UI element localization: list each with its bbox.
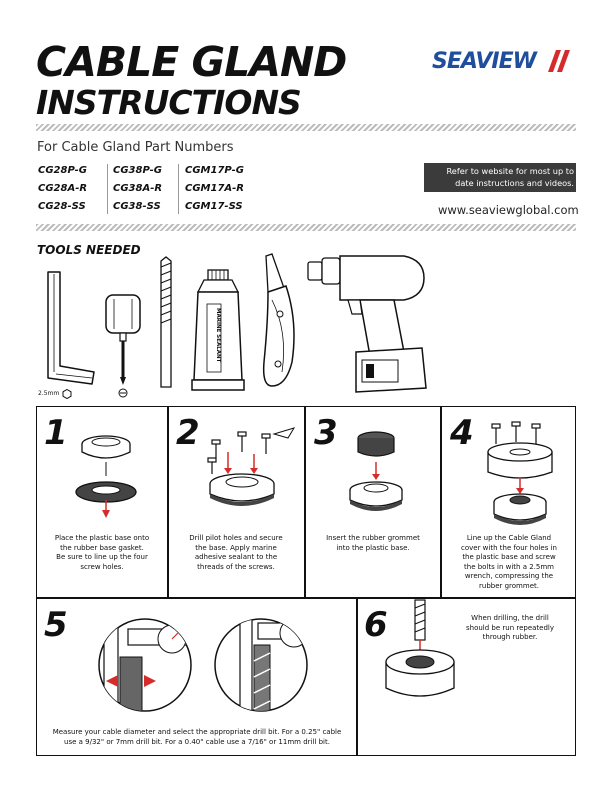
brand-logo: SEAVIEW xyxy=(432,49,536,74)
grid-line xyxy=(440,406,442,598)
column-divider xyxy=(178,164,179,214)
caption-line: into the plastic base. xyxy=(336,543,410,552)
step-4-illustration xyxy=(482,422,562,530)
step-2-caption xyxy=(172,534,300,572)
refer-line-2: date instructions and videos. xyxy=(455,178,574,188)
caption-line: Measure your cable diameter and select the appropriate drill bit. For a 0.25" cable xyxy=(52,728,342,736)
refer-line-1: Refer to website for most up to xyxy=(446,166,574,176)
caliper-measure-illustration xyxy=(98,605,192,721)
drill-bit-icon xyxy=(156,257,176,393)
divider-stripe xyxy=(36,224,576,231)
caption-line: the base. Apply marine xyxy=(195,543,277,552)
step-2-illustration xyxy=(198,424,298,514)
step-4-caption xyxy=(444,534,574,591)
step-1-caption xyxy=(40,534,164,572)
step-number: 4 xyxy=(450,413,474,453)
caption-line: Line up the Cable Gland xyxy=(466,534,552,542)
step-number: 3 xyxy=(314,413,338,453)
step-number: 1 xyxy=(44,413,68,453)
part-number: CG28A-R xyxy=(38,183,88,194)
caption-line: the bolts in with a 2.5mm xyxy=(464,562,554,571)
hex-key-icon xyxy=(40,268,100,388)
caption-line: use a 9/32" or 7mm drill bit. For a 0.40" cable use a 7/16" or 11mm drill bit. xyxy=(64,737,330,746)
step-3-illustration xyxy=(344,428,416,518)
step-3-caption xyxy=(308,534,438,553)
caption-line: the plastic base and screw xyxy=(462,553,556,561)
page-title-line1: CABLE GLAND xyxy=(36,38,347,86)
part-number: CG28P-G xyxy=(38,165,87,176)
caption-line: Place the plastic base onto xyxy=(54,534,150,542)
caption-line: screw holes. xyxy=(80,562,124,571)
tube-label: MARINE SEALANT xyxy=(215,308,221,363)
grid-line xyxy=(36,597,576,599)
caption-line: Be sure to line up the four xyxy=(56,553,148,561)
website-link[interactable]: www.seaviewglobal.com xyxy=(438,203,579,217)
page-title-line2: INSTRUCTIONS xyxy=(36,83,301,122)
caption-line: adhesive sealant to the xyxy=(194,553,278,561)
part-number: CG38A-R xyxy=(113,183,163,194)
caliper-bit-illustration xyxy=(214,605,308,721)
grid-line xyxy=(167,406,169,598)
part-number: CGM17A-R xyxy=(185,183,245,194)
caption-line: Drill pilot holes and secure xyxy=(189,534,283,542)
step-number: 6 xyxy=(364,605,388,645)
sealant-tube-icon xyxy=(190,268,246,394)
part-number: CG38-SS xyxy=(113,201,161,212)
refer-text xyxy=(424,165,574,189)
caption-line: wrench, compressing the xyxy=(464,572,554,580)
brand-slash-icon xyxy=(548,50,574,72)
step-number: 2 xyxy=(176,413,200,453)
grid-line xyxy=(304,406,306,598)
caption-line: through rubber. xyxy=(482,633,538,641)
caption-line: rubber grommet. xyxy=(479,581,539,590)
step-5-caption xyxy=(40,728,354,747)
column-divider xyxy=(107,164,108,214)
caption-line: cover with the four holes in xyxy=(461,543,557,552)
caption-line: the rubber base gasket. xyxy=(60,543,144,552)
grid-line xyxy=(356,597,358,756)
caption-line: When drilling, the drill xyxy=(471,614,549,622)
step-number: 5 xyxy=(44,605,68,645)
hex-icon xyxy=(62,389,72,399)
tools-heading: TOOLS NEEDED xyxy=(37,243,141,257)
caption-line: threads of the screws. xyxy=(197,562,275,571)
divider-stripe xyxy=(36,124,576,131)
step-6-caption xyxy=(450,614,570,643)
part-number: CGM17P-G xyxy=(185,165,244,176)
utility-knife-icon xyxy=(258,252,302,392)
part-number: CG38P-G xyxy=(113,165,162,176)
part-numbers-heading: For Cable Gland Part Numbers xyxy=(37,140,234,155)
cordless-drill-icon xyxy=(304,252,432,396)
hex-size-label: 2.5mm xyxy=(38,390,60,397)
screwdriver-icon xyxy=(100,293,146,397)
caption-line: Insert the rubber grommet xyxy=(326,534,420,542)
step-1-illustration xyxy=(70,428,142,520)
part-number: CG28-SS xyxy=(38,201,86,212)
caption-line: should be run repeatedly xyxy=(465,623,555,632)
part-number: CGM17-SS xyxy=(185,201,243,212)
